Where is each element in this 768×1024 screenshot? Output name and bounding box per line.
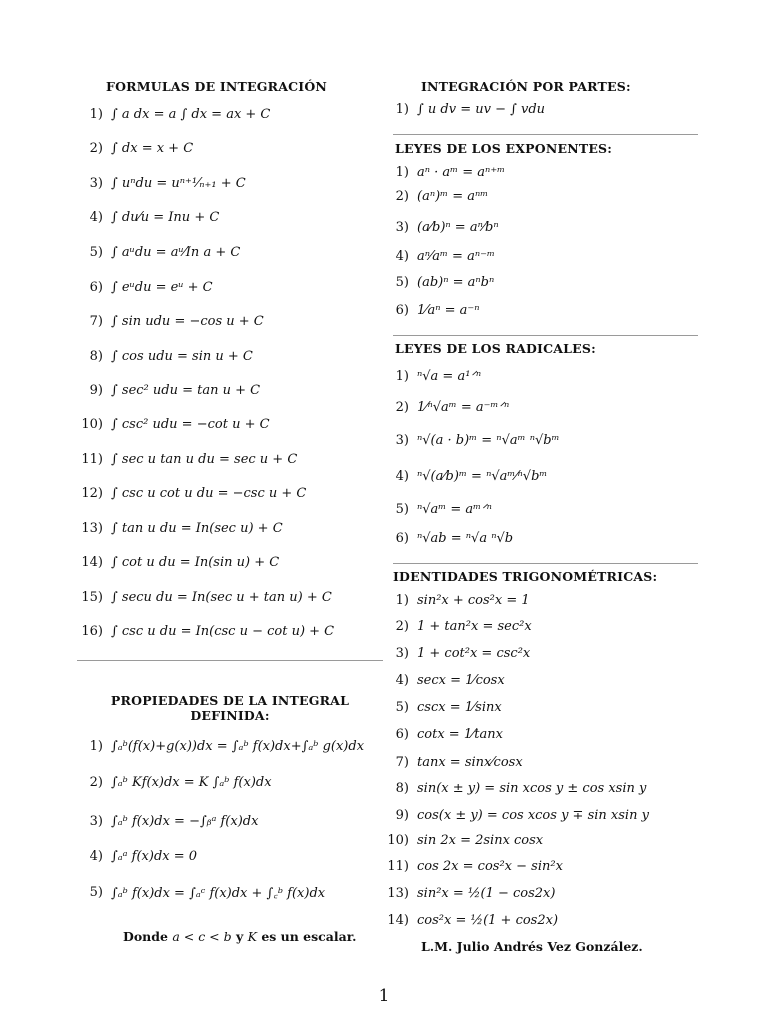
formula-row: [383, 615, 532, 637]
formula-number: 10): [81, 416, 103, 432]
formula-number: 6): [395, 530, 409, 546]
formula-expression: ∫ tan u du = In(sec u) + C: [111, 520, 283, 536]
formula-number: 6): [89, 279, 103, 295]
formula-number: 4): [89, 848, 103, 864]
formula-expression: (aⁿ)ᵐ = aⁿᵐ: [417, 188, 489, 204]
formula-number: 4): [395, 672, 409, 688]
formula-row: [77, 413, 270, 435]
formula-expression: cos²x = ½(1 + cos2x): [417, 912, 559, 928]
formula-number: 9): [395, 807, 409, 823]
formula-row: [383, 669, 505, 691]
formula-row: [77, 379, 260, 401]
formula-number: 4): [89, 209, 103, 225]
formula-row: [77, 241, 240, 263]
formula-number: 2): [89, 140, 103, 156]
formula-row: [77, 881, 325, 903]
formula-number: 10): [387, 832, 409, 848]
formula-row: [383, 299, 480, 321]
formula-row: [383, 882, 555, 904]
formula-number: 1): [89, 106, 103, 122]
scalar-note: [123, 929, 357, 944]
formula-row: [77, 845, 197, 867]
formula-expression: cotx = 1⁄tanx: [417, 726, 503, 742]
integration-by-parts-heading: INTEGRACIÓN POR PARTES:: [421, 79, 631, 94]
formula-row: [77, 103, 270, 125]
formula-expression: ∫ a dx = a ∫ dx = ax + C: [111, 106, 271, 122]
formula-row: [383, 98, 545, 120]
note-k: K: [247, 929, 257, 944]
note-prefix: Donde: [123, 929, 168, 944]
formula-number: 6): [395, 726, 409, 742]
formula-number: 16): [81, 623, 103, 639]
formula-expression: ∫ u dv = uv − ∫ vdu: [417, 101, 546, 117]
definite-integral-properties-heading: PROPIEDADES DE LA INTEGRAL DEFINIDA:: [110, 693, 350, 723]
formula-number: 5): [395, 501, 409, 517]
formula-number: 1): [89, 738, 103, 754]
formula-row: [77, 810, 258, 832]
formula-row: [383, 909, 558, 931]
integration-formulas-heading: FORMULAS DE INTEGRACIÓN: [106, 79, 328, 94]
formula-expression: ∫ sec² udu = tan u + C: [111, 382, 261, 398]
formula-number: 9): [89, 382, 103, 398]
formula-expression: sin²x + cos²x = 1: [417, 592, 530, 608]
formula-row: [77, 310, 264, 332]
section-divider: [77, 660, 383, 661]
formula-row: [383, 527, 513, 549]
formula-row: [383, 804, 649, 826]
formula-expression: ∫ₐᵇ f(x)dx = ∫ₐᶜ f(x)dx + ∫꜀ᵇ f(x)dx: [111, 886, 326, 901]
formula-row: [383, 396, 509, 418]
formula-expression: ∫ csc u cot u du = −csc u + C: [111, 485, 307, 501]
author-name: L.M. Julio Andrés Vez González.: [421, 939, 643, 954]
formula-row: [77, 551, 279, 573]
formula-row: [383, 271, 494, 293]
formula-row: [383, 465, 547, 487]
formula-expression: ∫ₐᵇ Kf(x)dx = K ∫ₐᵇ f(x)dx: [111, 774, 272, 790]
formula-row: [383, 777, 646, 799]
formula-number: 5): [89, 884, 103, 900]
formula-expression: ∫ sin udu = −cos u + C: [111, 313, 264, 329]
note-inequality: a < c < b: [172, 929, 232, 944]
formula-number: 8): [89, 348, 103, 364]
formula-row: [77, 276, 213, 298]
formula-expression: ⁿ√(a · b)ᵐ = ⁿ√aᵐ ⁿ√bᵐ: [417, 432, 560, 448]
formula-expression: 1 + cot²x = csc²x: [417, 645, 531, 661]
formula-expression: cos 2x = cos²x − sin²x: [417, 858, 563, 874]
formula-row: [77, 735, 364, 757]
formula-number: 4): [395, 468, 409, 484]
formula-row: [77, 448, 297, 470]
formula-number: 15): [81, 589, 103, 605]
formula-row: [77, 482, 306, 504]
formula-row: [383, 429, 560, 451]
formula-number: 12): [81, 485, 103, 501]
formula-expression: ∫ uⁿdu = uⁿ⁺¹⁄ₙ₊₁ + C: [111, 175, 246, 191]
formula-expression: (ab)ⁿ = aⁿbⁿ: [417, 274, 495, 290]
formula-expression: ∫ csc² udu = −cot u + C: [111, 416, 270, 432]
formula-number: 8): [395, 780, 409, 796]
formula-number: 3): [395, 645, 409, 661]
formula-number: 1): [395, 101, 409, 117]
formula-number: 13): [387, 885, 409, 901]
formula-expression: ∫ₐᵃ f(x)dx = 0: [111, 848, 198, 864]
formula-row: [383, 185, 488, 207]
formula-row: [383, 161, 505, 183]
formula-number: 2): [89, 774, 103, 790]
formula-expression: 1 + tan²x = sec²x: [417, 618, 532, 634]
formula-expression: ∫ sec u tan u du = sec u + C: [111, 451, 298, 467]
formula-expression: cos(x ± y) = cos xcos y ∓ sin xsin y: [417, 807, 649, 823]
formula-number: 1): [395, 164, 409, 180]
formula-expression: ⁿ√aᵐ = aᵐᐟⁿ: [417, 501, 492, 517]
formula-expression: ∫ aᵘdu = aᵘ⁄In a + C: [111, 244, 241, 260]
section-divider: [393, 134, 698, 135]
formula-number: 2): [395, 188, 409, 204]
section-divider: [393, 563, 698, 564]
formula-number: 1): [395, 368, 409, 384]
formula-number: 5): [89, 244, 103, 260]
formula-expression: 1⁄aⁿ = a⁻ⁿ: [417, 302, 480, 318]
formula-row: [383, 829, 543, 851]
formula-row: [383, 245, 495, 267]
formula-number: 13): [81, 520, 103, 536]
formula-number: 11): [81, 451, 103, 467]
formula-row: [383, 216, 499, 238]
formula-expression: sin 2x = 2sinx cosx: [417, 832, 544, 848]
section-divider: [393, 335, 698, 336]
formula-row: [77, 586, 332, 608]
trig-identities-heading: IDENTIDADES TRIGONOMÉTRICAS:: [393, 569, 658, 584]
formula-expression: 1⁄ⁿ√aᵐ = a⁻ᵐᐟⁿ: [417, 399, 510, 415]
formula-row: [77, 172, 246, 194]
formula-expression: ∫ₐᵇ(f(x)+g(x))dx = ∫ₐᵇ f(x)dx+∫ₐᵇ g(x)dx: [111, 738, 365, 754]
page-number: 1: [378, 986, 390, 1006]
formula-row: [383, 589, 530, 611]
formula-number: 7): [89, 313, 103, 329]
formula-row: [77, 517, 283, 539]
formula-number: 3): [89, 813, 103, 829]
formula-row: [77, 206, 219, 228]
formula-number: 3): [89, 175, 103, 191]
formula-expression: ⁿ√(a⁄b)ᵐ = ⁿ√aᵐ⁄ⁿ√bᵐ: [417, 468, 548, 484]
formula-row: [383, 696, 502, 718]
formula-expression: ∫ₐᵇ f(x)dx = −∫ᵦᵃ f(x)dx: [111, 813, 259, 829]
formula-row: [383, 498, 492, 520]
formula-expression: ∫ csc u du = In(csc u − cot u) + C: [111, 623, 335, 639]
note-and: y: [235, 929, 244, 944]
radical-laws-heading: LEYES DE LOS RADICALES:: [395, 341, 596, 356]
formula-expression: ∫ cos udu = sin u + C: [111, 348, 253, 364]
formula-row: [383, 855, 563, 877]
formula-number: 14): [387, 912, 409, 928]
formula-number: 6): [395, 302, 409, 318]
formula-expression: secx = 1⁄cosx: [417, 672, 505, 688]
formula-row: [77, 620, 334, 642]
formula-number: 5): [395, 699, 409, 715]
formula-expression: aⁿ⁄aᵐ = aⁿ⁻ᵐ: [417, 248, 495, 264]
formula-number: 1): [395, 592, 409, 608]
formula-expression: (a⁄b)ⁿ = aⁿ⁄bⁿ: [417, 219, 499, 235]
formula-number: 7): [395, 754, 409, 770]
formula-number: 11): [387, 858, 409, 874]
formula-expression: ∫ cot u du = In(sin u) + C: [111, 554, 280, 570]
formula-number: 4): [395, 248, 409, 264]
formula-row: [77, 137, 193, 159]
formula-expression: ∫ secu du = In(sec u + tan u) + C: [111, 589, 332, 605]
formula-expression: ⁿ√ab = ⁿ√a ⁿ√b: [417, 530, 514, 546]
formula-expression: tanx = sinx⁄cosx: [417, 754, 523, 770]
formula-row: [383, 723, 503, 745]
formula-number: 3): [395, 219, 409, 235]
exponent-laws-heading: LEYES DE LOS EXPONENTES:: [395, 141, 613, 156]
formula-expression: ⁿ√a = a¹ᐟⁿ: [417, 368, 482, 384]
formula-row: [383, 751, 523, 773]
formula-expression: aⁿ · aᵐ = aⁿ⁺ᵐ: [417, 164, 506, 180]
formula-expression: sin(x ± y) = sin xcos y ± cos xsin y: [417, 780, 647, 796]
formula-expression: ∫ du⁄u = Inu + C: [111, 209, 220, 225]
formula-expression: ∫ eᵘdu = eᵘ + C: [111, 279, 213, 295]
formula-row: [383, 365, 481, 387]
formula-expression: sin²x = ½(1 − cos2x): [417, 885, 556, 901]
note-suffix: es un escalar.: [261, 929, 357, 944]
formula-row: [383, 642, 530, 664]
formula-number: 2): [395, 399, 409, 415]
formula-row: [77, 771, 272, 793]
formula-number: 5): [395, 274, 409, 290]
formula-expression: ∫ dx = x + C: [111, 140, 194, 156]
formula-number: 2): [395, 618, 409, 634]
formula-number: 14): [81, 554, 103, 570]
formula-number: 3): [395, 432, 409, 448]
formula-row: [77, 345, 253, 367]
formula-expression: cscx = 1⁄sinx: [417, 699, 502, 715]
